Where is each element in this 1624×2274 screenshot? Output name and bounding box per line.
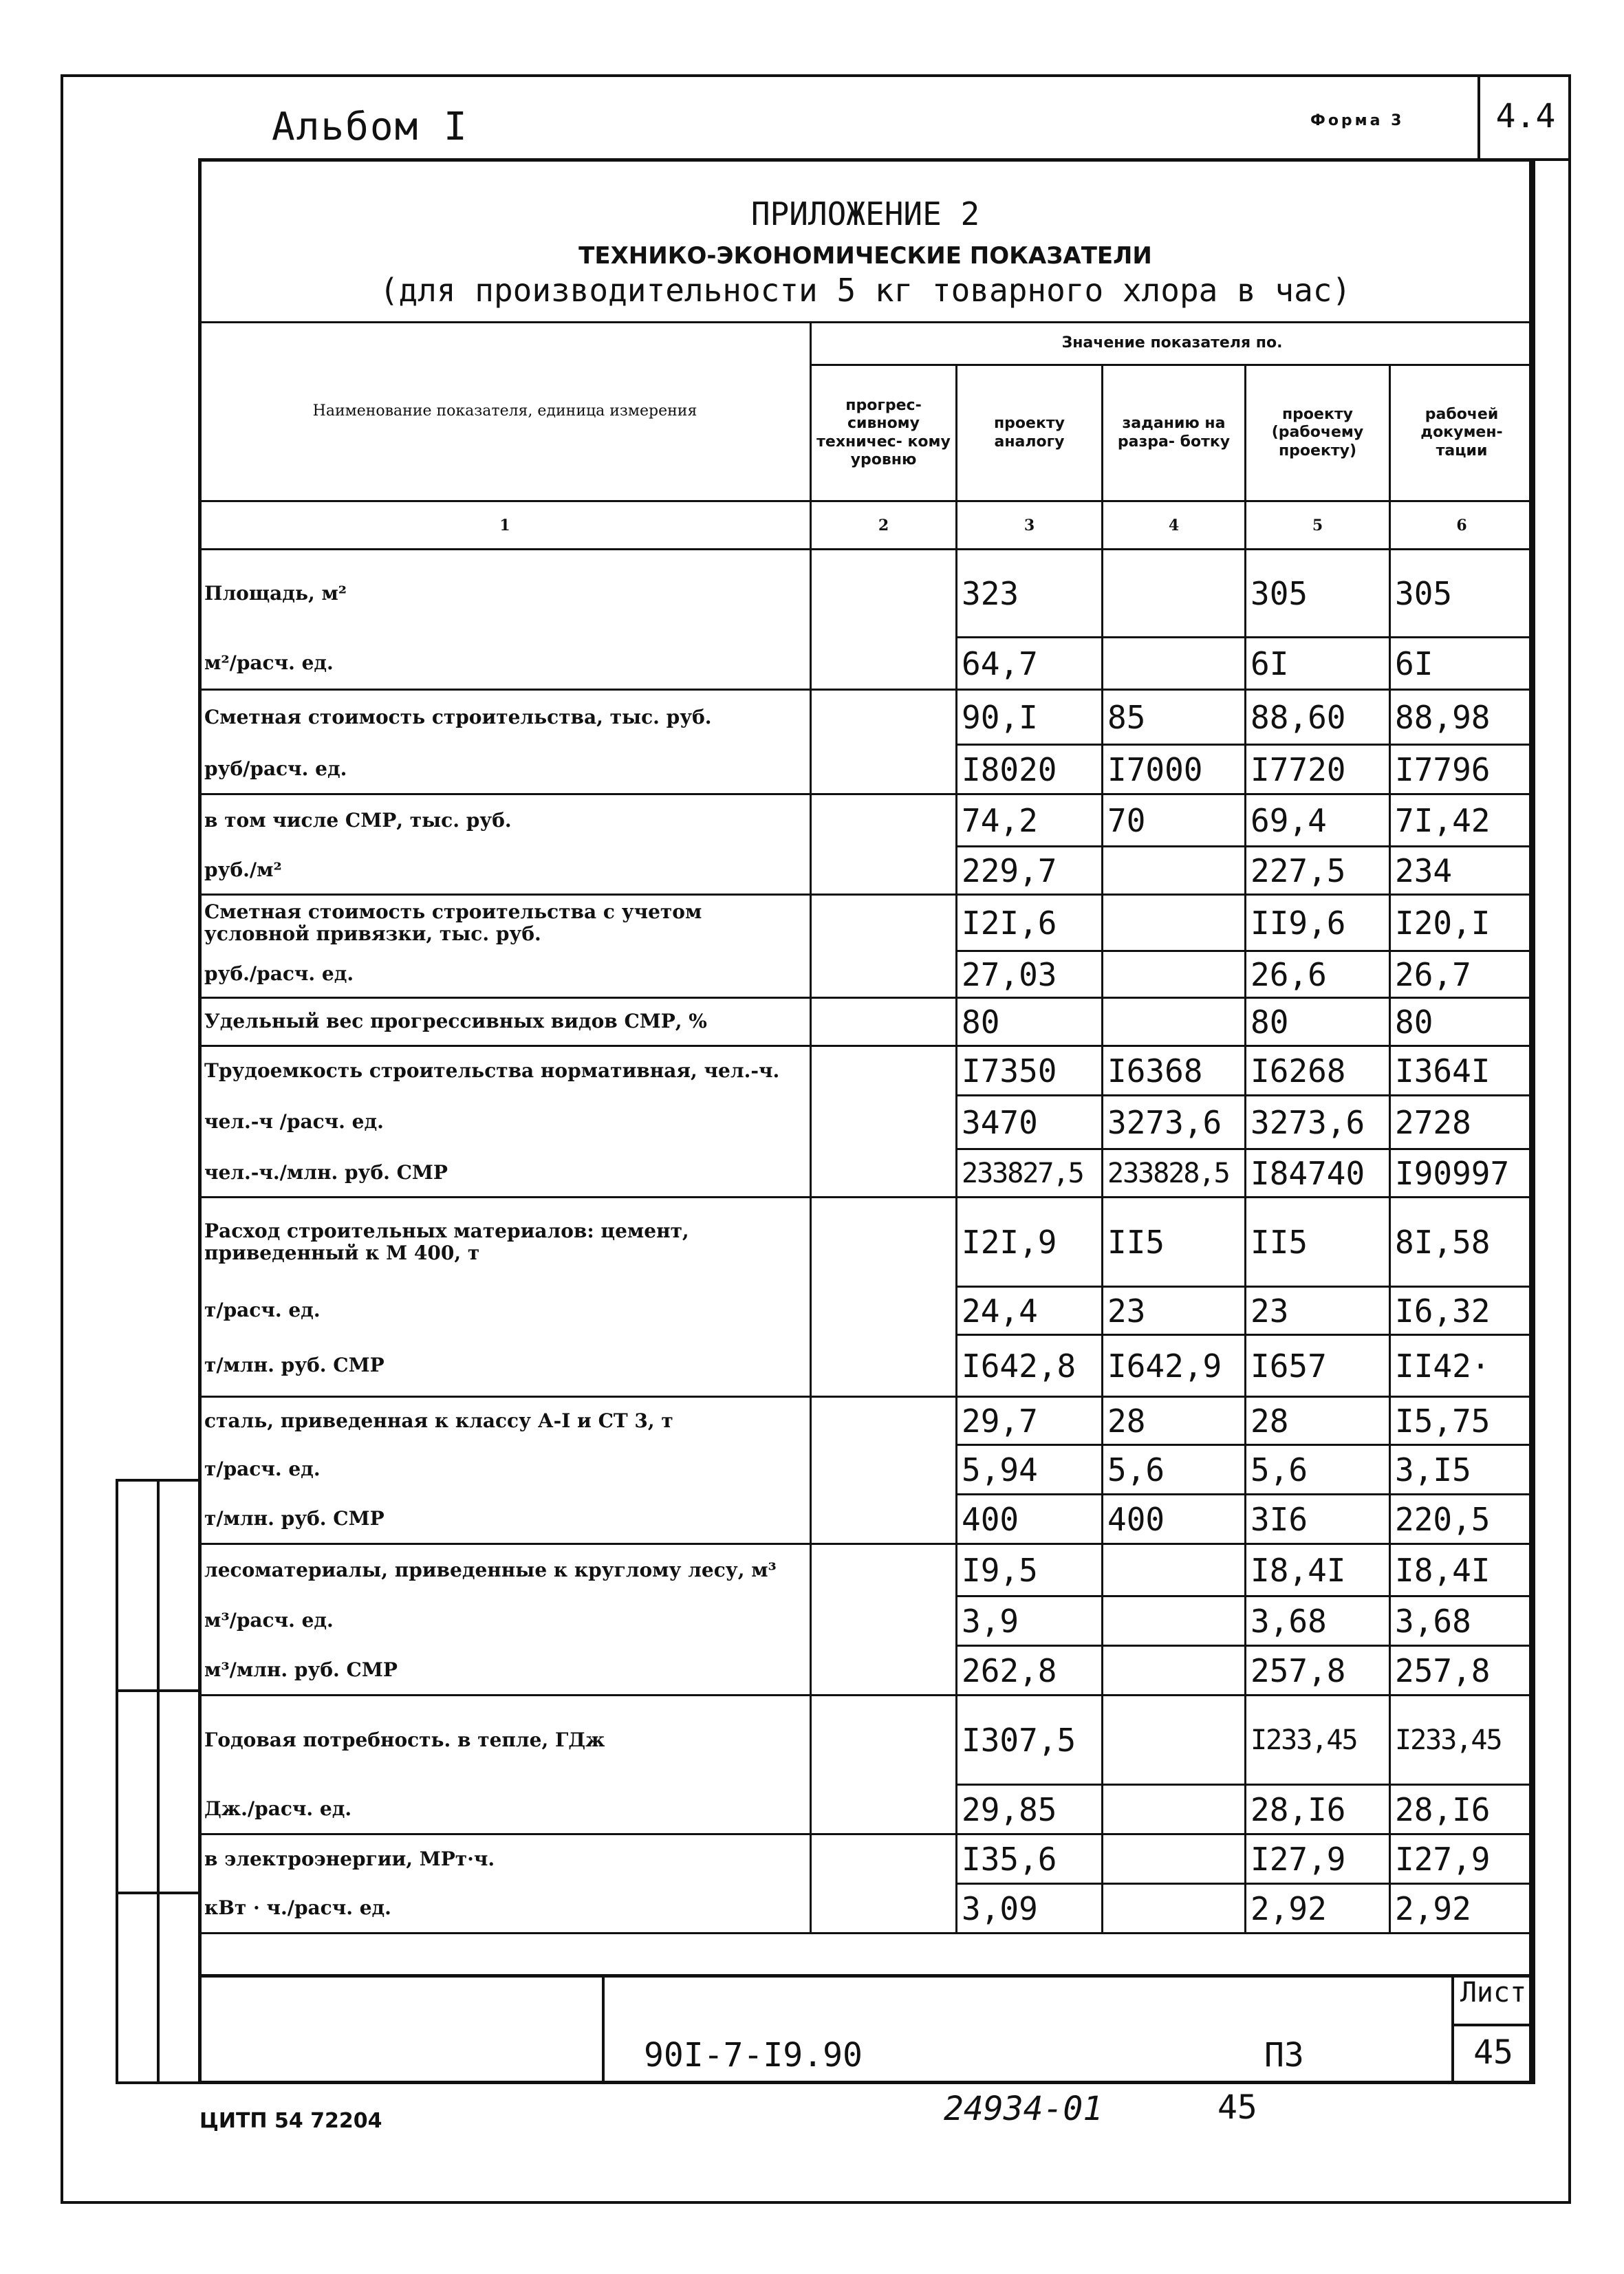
indicator-value: I7350: [957, 1046, 1103, 1096]
indicator-label: Удельный вес прогрессивных видов СМР, %: [199, 998, 811, 1046]
indicator-value: 6I: [1246, 638, 1390, 690]
table-row: [199, 1596, 1534, 1646]
table-row: [199, 1785, 1534, 1834]
table-row: [199, 1046, 1534, 1096]
table-row: [199, 847, 1534, 895]
col-header-working-docs: рабочей докумен- тации: [1390, 365, 1534, 501]
indicator-value: [1103, 1696, 1246, 1785]
indicator-value: 3,68: [1246, 1596, 1390, 1646]
col-number: 2: [811, 501, 957, 550]
indicator-value: 229,7: [957, 847, 1103, 895]
indicator-value: 323: [957, 550, 1103, 638]
indicator-label: т/млн. руб. СМР: [199, 1335, 811, 1397]
col-header-task: заданию на разра- ботку: [1103, 365, 1246, 501]
sheet-number: 45: [1473, 2033, 1513, 2072]
indicator-value: 26,6: [1246, 951, 1390, 998]
indicator-label: т/расч. ед.: [199, 1287, 811, 1335]
indicator-value: 29,85: [957, 1785, 1103, 1834]
table-row: [199, 1335, 1534, 1397]
indicator-value: 227,5: [1246, 847, 1390, 895]
indicator-value: [811, 1096, 957, 1149]
indicator-value: II42·: [1390, 1335, 1534, 1397]
col-number: 1: [199, 501, 811, 550]
table-row: [199, 690, 1534, 745]
indicator-value: I20,I: [1390, 895, 1534, 951]
table-row: [199, 1198, 1534, 1287]
indicator-value: 64,7: [957, 638, 1103, 690]
indicator-label: Площадь, м²: [199, 550, 811, 638]
indicator-value: [1103, 638, 1246, 690]
indicator-value: [811, 1149, 957, 1198]
indicators-table: [198, 321, 1535, 1934]
sheet-top-number: 4.4: [1477, 74, 1571, 161]
indicator-value: [811, 745, 957, 794]
indicator-value: [1103, 951, 1246, 998]
indicator-value: 234: [1390, 847, 1534, 895]
indicator-value: 80: [1390, 998, 1534, 1046]
indicator-value: 8I,58: [1390, 1198, 1534, 1287]
col-header-project: проекту (рабочему проекту): [1246, 365, 1390, 501]
indicator-label: т/расч. ед.: [199, 1445, 811, 1495]
indicator-value: 28,I6: [1246, 1785, 1390, 1834]
indicator-value: 3I6: [1246, 1495, 1390, 1544]
indicator-label: Годовая потребность. в тепле, ГДж: [199, 1696, 811, 1785]
table-row: [199, 1646, 1534, 1696]
indicator-label: кВт · ч./расч. ед.: [199, 1884, 811, 1934]
indicator-label: Расход строительных материалов: цемент, приведенный к М 400, т: [199, 1198, 811, 1287]
indicator-value: [811, 1397, 957, 1445]
indicator-value: 90,I: [957, 690, 1103, 745]
indicator-value: 28: [1103, 1397, 1246, 1445]
table-row: [199, 1495, 1534, 1544]
indicator-value: [1103, 998, 1246, 1046]
indicator-value: I233,45: [1390, 1696, 1534, 1785]
sheet-label: Лист: [1460, 1977, 1527, 2008]
inventory-number: 24934-01: [944, 2090, 1103, 2128]
indicator-label: м³/млн. руб. СМР: [199, 1646, 811, 1696]
table-row: [199, 1834, 1534, 1884]
indicator-value: 80: [1246, 998, 1390, 1046]
indicator-value: 24,4: [957, 1287, 1103, 1335]
indicator-value: [1103, 550, 1246, 638]
indicator-value: [811, 1646, 957, 1696]
indicator-value: I9,5: [957, 1544, 1103, 1596]
indicator-value: I6268: [1246, 1046, 1390, 1096]
indicator-label: м³/расч. ед.: [199, 1596, 811, 1646]
table-row: [199, 1544, 1534, 1596]
indicator-value: 23: [1103, 1287, 1246, 1335]
table-row: [199, 1149, 1534, 1198]
indicator-label: лесоматериалы, приведенные к круглому лесу, м³: [199, 1544, 811, 1596]
table-row: [199, 1096, 1534, 1149]
table-row: [199, 1884, 1534, 1934]
document-code: 90I-7-I9.90: [644, 2036, 863, 2075]
indicator-value: I233,45: [1246, 1696, 1390, 1785]
indicator-value: 2,92: [1390, 1884, 1534, 1934]
indicator-value: [1103, 1834, 1246, 1884]
binding-strip: [116, 1479, 198, 2084]
indicator-value: I8020: [957, 745, 1103, 794]
indicator-value: II5: [1246, 1198, 1390, 1287]
indicator-value: 5,6: [1246, 1445, 1390, 1495]
indicator-value: [1103, 1544, 1246, 1596]
indicator-value: 7I,42: [1390, 794, 1534, 847]
indicator-label: руб./м²: [199, 847, 811, 895]
indicator-value: 80: [957, 998, 1103, 1046]
col-header-progressive: прогрес- сивному техничес- кому уровню: [811, 365, 957, 501]
indicator-value: 257,8: [1246, 1646, 1390, 1696]
indicator-label: в электроэнергии, МРт·ч.: [199, 1834, 811, 1884]
indicator-value: I307,5: [957, 1696, 1103, 1785]
document-subtitle: ТЕХНИКО-ЭКОНОМИЧЕСКИЕ ПОКАЗАТЕЛИ: [578, 242, 1152, 270]
title-block: [198, 158, 1533, 321]
indicator-value: [811, 847, 957, 895]
indicator-value: I7796: [1390, 745, 1534, 794]
indicator-value: 85: [1103, 690, 1246, 745]
indicator-value: 3470: [957, 1096, 1103, 1149]
indicator-value: 6I: [1390, 638, 1534, 690]
table-row: [199, 998, 1534, 1046]
indicator-value: I8,4I: [1246, 1544, 1390, 1596]
indicator-value: I90997: [1390, 1149, 1534, 1198]
indicator-value: [1103, 1785, 1246, 1834]
indicator-label: сталь, приведенная к классу А-I и СТ 3, т: [199, 1397, 811, 1445]
section-code: ПЗ: [1264, 2036, 1304, 2075]
indicator-value: I27,9: [1390, 1834, 1534, 1884]
indicator-value: 69,4: [1246, 794, 1390, 847]
appendix-title: ПРИЛОЖЕНИЕ 2: [750, 195, 980, 232]
indicator-value: 220,5: [1390, 1495, 1534, 1544]
indicator-value: I657: [1246, 1335, 1390, 1397]
indicator-value: 23: [1246, 1287, 1390, 1335]
indicator-value: [811, 1884, 957, 1934]
indicator-value: [811, 1198, 957, 1287]
indicator-value: I642,9: [1103, 1335, 1246, 1397]
indicator-value: 3,09: [957, 1884, 1103, 1934]
indicator-value: 5,6: [1103, 1445, 1246, 1495]
indicator-value: [811, 794, 957, 847]
indicator-label: руб/расч. ед.: [199, 745, 811, 794]
indicator-value: [1103, 847, 1246, 895]
indicator-value: [811, 1495, 957, 1544]
indicator-value: [811, 1834, 957, 1884]
col-number: 4: [1103, 501, 1246, 550]
indicator-value: 400: [957, 1495, 1103, 1544]
indicator-value: I7720: [1246, 745, 1390, 794]
indicator-value: I6,32: [1390, 1287, 1534, 1335]
group-header: Значение показателя по.: [811, 323, 1534, 365]
col-header-name: Наименование показателя, единица измерения: [199, 323, 811, 501]
indicator-value: I2I,6: [957, 895, 1103, 951]
indicator-value: I5,75: [1390, 1397, 1534, 1445]
album-label: Альбом I: [272, 105, 468, 149]
col-number: 3: [957, 501, 1103, 550]
indicator-value: 26,7: [1390, 951, 1534, 998]
indicator-value: 3,9: [957, 1596, 1103, 1646]
indicator-value: [811, 895, 957, 951]
indicator-label: руб./расч. ед.: [199, 951, 811, 998]
indicator-value: [1103, 1646, 1246, 1696]
table-row: [199, 951, 1534, 998]
indicator-value: 3273,6: [1246, 1096, 1390, 1149]
indicator-value: 3,I5: [1390, 1445, 1534, 1495]
indicator-value: [811, 1596, 957, 1646]
indicator-value: [811, 550, 957, 638]
col-number: 5: [1246, 501, 1390, 550]
indicator-value: 262,8: [957, 1646, 1103, 1696]
document-subtitle-detail: (для производительности 5 кг товарного хлора в час): [379, 272, 1352, 309]
indicator-label: Дж./расч. ед.: [199, 1785, 811, 1834]
indicator-label: чел.-ч./млн. руб. СМР: [199, 1149, 811, 1198]
indicator-value: 28,I6: [1390, 1785, 1534, 1834]
indicator-value: [811, 690, 957, 745]
indicator-label: Сметная стоимость строительства с учетом условной привязки, тыс. руб.: [199, 895, 811, 951]
indicator-value: [1103, 895, 1246, 951]
indicator-value: II9,6: [1246, 895, 1390, 951]
indicator-value: [811, 1696, 957, 1785]
indicator-value: 257,8: [1390, 1646, 1534, 1696]
indicator-value: 2728: [1390, 1096, 1534, 1149]
indicator-value: 2,92: [1246, 1884, 1390, 1934]
indicator-value: I8,4I: [1390, 1544, 1534, 1596]
table-row: [199, 1445, 1534, 1495]
col-header-analog: проекту аналогу: [957, 365, 1103, 501]
indicator-value: [1103, 1884, 1246, 1934]
indicator-value: I642,8: [957, 1335, 1103, 1397]
indicator-label: Сметная стоимость строительства, тыс. руб.: [199, 690, 811, 745]
indicator-value: [811, 1046, 957, 1096]
table-row: [199, 1696, 1534, 1785]
indicator-value: I35,6: [957, 1834, 1103, 1884]
indicator-label: т/млн. руб. СМР: [199, 1495, 811, 1544]
page-number: 45: [1217, 2088, 1257, 2127]
indicator-value: I2I,9: [957, 1198, 1103, 1287]
indicator-label: в том числе СМР, тыс. руб.: [199, 794, 811, 847]
indicator-value: 305: [1246, 550, 1390, 638]
printer-code: ЦИТП 54 72204: [199, 2109, 382, 2133]
table-row: [199, 638, 1534, 690]
table-row: [199, 1287, 1534, 1335]
indicator-value: 233827,5: [957, 1149, 1103, 1198]
table-row: [199, 745, 1534, 794]
indicator-value: I7000: [1103, 745, 1246, 794]
indicator-value: [811, 1287, 957, 1335]
table-row: [199, 550, 1534, 638]
indicator-value: 305: [1390, 550, 1534, 638]
indicator-value: 400: [1103, 1495, 1246, 1544]
indicator-value: 27,03: [957, 951, 1103, 998]
indicator-value: [811, 1445, 957, 1495]
indicator-label: Трудоемкость строительства нормативная, чел.-ч.: [199, 1046, 811, 1096]
indicator-value: I27,9: [1246, 1834, 1390, 1884]
indicator-value: I364I: [1390, 1046, 1534, 1096]
indicator-value: 5,94: [957, 1445, 1103, 1495]
form-label: Форма 3: [1310, 112, 1405, 129]
indicator-label: чел.-ч /расч. ед.: [199, 1096, 811, 1149]
indicator-value: [811, 1335, 957, 1397]
indicator-value: [811, 998, 957, 1046]
table-row: [199, 895, 1534, 951]
indicator-value: 29,7: [957, 1397, 1103, 1445]
indicator-label: м²/расч. ед.: [199, 638, 811, 690]
indicator-value: 3273,6: [1103, 1096, 1246, 1149]
indicator-value: [811, 1785, 957, 1834]
indicator-value: I6368: [1103, 1046, 1246, 1096]
col-number: 6: [1390, 501, 1534, 550]
indicator-value: 70: [1103, 794, 1246, 847]
indicator-value: I84740: [1246, 1149, 1390, 1198]
indicator-value: [1103, 1596, 1246, 1646]
indicator-value: 28: [1246, 1397, 1390, 1445]
indicator-value: 88,98: [1390, 690, 1534, 745]
table-row: [199, 794, 1534, 847]
indicator-value: [811, 951, 957, 998]
indicator-value: II5: [1103, 1198, 1246, 1287]
table-row: [199, 1397, 1534, 1445]
indicator-value: 88,60: [1246, 690, 1390, 745]
title-stamp: [198, 1974, 1533, 2084]
indicator-value: [811, 1544, 957, 1596]
indicator-value: [811, 638, 957, 690]
indicator-value: 3,68: [1390, 1596, 1534, 1646]
indicator-value: 74,2: [957, 794, 1103, 847]
indicator-value: 233828,5: [1103, 1149, 1246, 1198]
